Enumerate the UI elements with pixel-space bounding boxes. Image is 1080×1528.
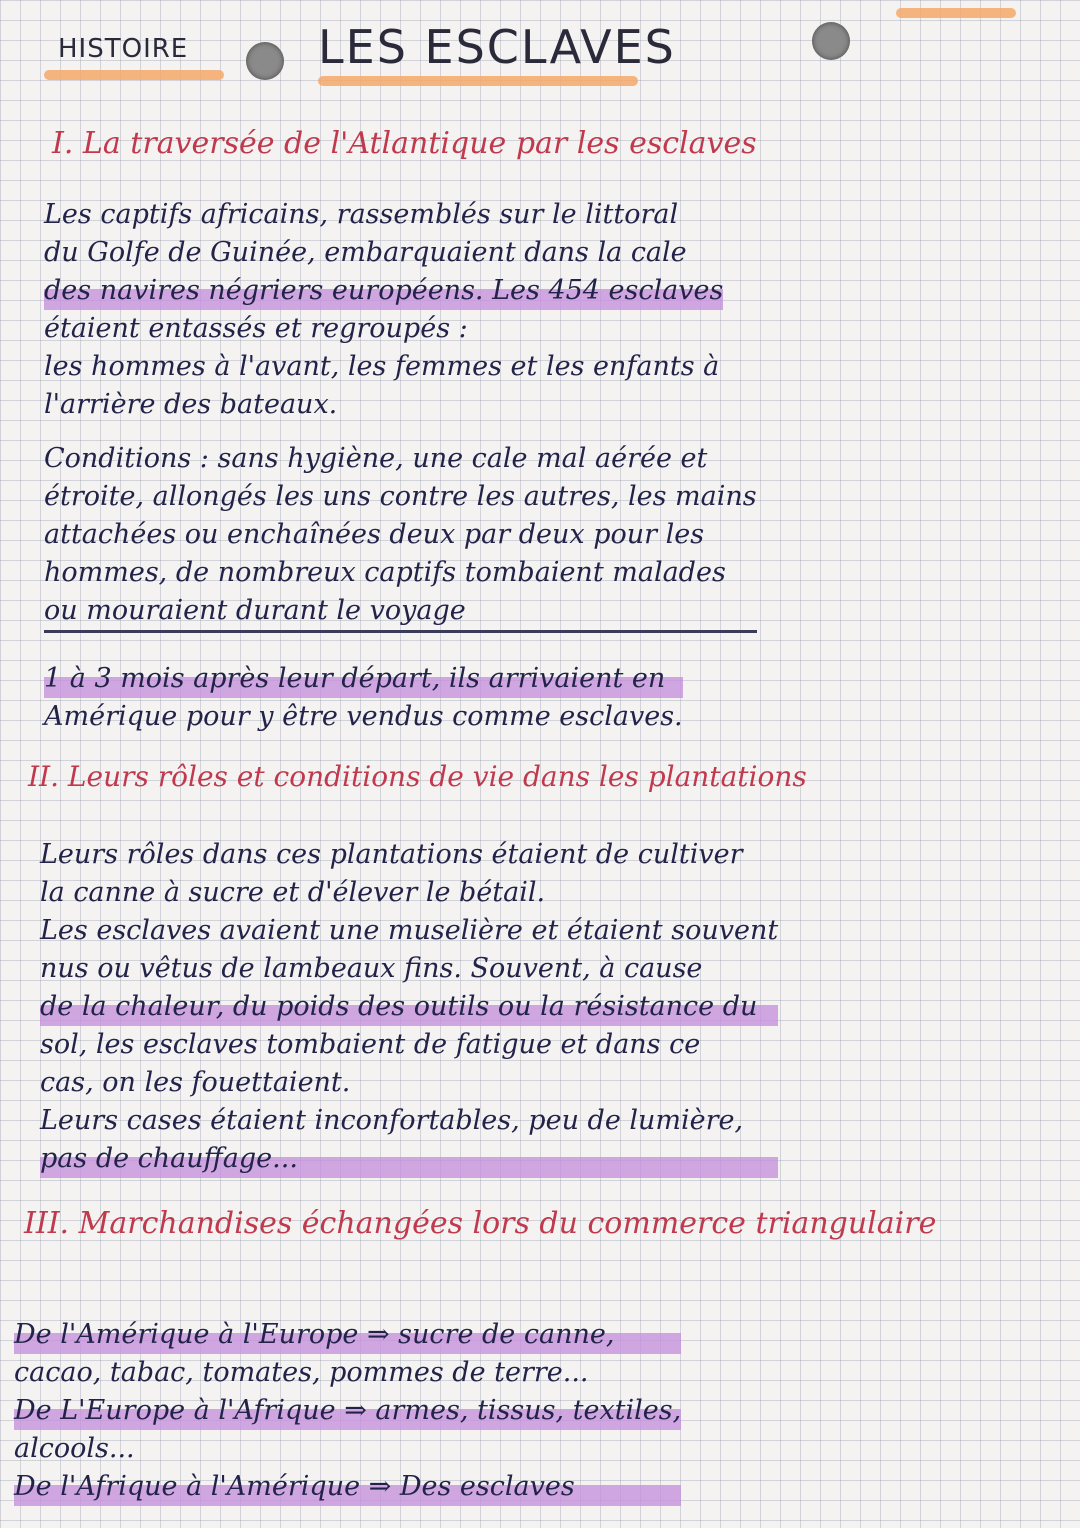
section-3-paragraph-1 bbox=[14, 1316, 681, 1506]
text-line: alcools... bbox=[14, 1433, 135, 1464]
subject-underline bbox=[44, 70, 224, 80]
section-1-paragraph-2 bbox=[44, 440, 757, 633]
text-line: cas, on les fouettaient. bbox=[40, 1067, 351, 1098]
text-line: cacao, tabac, tomates, pommes de terre... bbox=[14, 1357, 589, 1388]
text-line: du Golfe de Guinée, embarquaient dans la cale bbox=[44, 237, 687, 268]
text-line: nus ou vêtus de lambeaux fins. Souvent, à cause bbox=[40, 953, 703, 984]
text-line: de la chaleur, du poids des outils ou la résistance du bbox=[40, 988, 778, 1026]
text-line: Leurs rôles dans ces plantations étaient de cultiver bbox=[40, 839, 743, 870]
title-underline bbox=[318, 76, 638, 86]
text-line: pas de chauffage... bbox=[40, 1140, 778, 1178]
corner-mark bbox=[896, 8, 1016, 18]
text-line: De l'Amérique à l'Europe ⇒ sucre de canne, bbox=[14, 1316, 681, 1354]
text-line: Leurs cases étaient inconfortables, peu de lumière, bbox=[40, 1105, 744, 1136]
text-line: 1 à 3 mois après leur départ, ils arrivaient en bbox=[44, 660, 683, 698]
section-2-paragraph-1 bbox=[40, 836, 778, 1178]
text-line: attachées ou enchaînées deux par deux pour les bbox=[44, 519, 705, 550]
section-1-paragraph-3 bbox=[44, 660, 683, 736]
text-line: les hommes à l'avant, les femmes et les enfants à bbox=[44, 351, 720, 382]
text-line: la canne à sucre et d'élever le bétail. bbox=[40, 877, 546, 908]
binder-hole-right bbox=[812, 22, 850, 60]
text-line: ou mouraient durant le voyage bbox=[44, 592, 757, 633]
text-line: Les captifs africains, rassemblés sur le littoral bbox=[44, 199, 679, 230]
text-line: De l'Afrique à l'Amérique ⇒ Des esclaves bbox=[14, 1468, 681, 1506]
text-line: Conditions : sans hygiène, une cale mal aérée et bbox=[44, 443, 708, 474]
text-line: hommes, de nombreux captifs tombaient malades bbox=[44, 557, 726, 588]
section-1-heading: I. La traversée de l'Atlantique par les esclaves bbox=[52, 126, 757, 161]
section-3-heading: III. Marchandises échangées lors du commerce triangulaire bbox=[24, 1206, 937, 1241]
text-line: De L'Europe à l'Afrique ⇒ armes, tissus, textiles, bbox=[14, 1392, 681, 1430]
text-line: étroite, allongés les uns contre les autres, les mains bbox=[44, 481, 757, 512]
text-line: l'arrière des bateaux. bbox=[44, 389, 338, 420]
section-2-heading: II. Leurs rôles et conditions de vie dans les plantations bbox=[28, 760, 807, 793]
text-line: Amérique pour y être vendus comme esclaves. bbox=[44, 701, 683, 732]
section-1-paragraph-1 bbox=[44, 196, 723, 424]
binder-hole-left bbox=[246, 42, 284, 80]
text-line: Les esclaves avaient une muselière et étaient souvent bbox=[40, 915, 779, 946]
page-title: LES ESCLAVES bbox=[318, 20, 676, 74]
text-line: des navires négriers européens. Les 454 esclaves bbox=[44, 272, 723, 310]
text-line: étaient entassés et regroupés : bbox=[44, 313, 468, 344]
subject-label: HISTOIRE bbox=[58, 34, 189, 64]
text-line: sol, les esclaves tombaient de fatigue et dans ce bbox=[40, 1029, 701, 1060]
